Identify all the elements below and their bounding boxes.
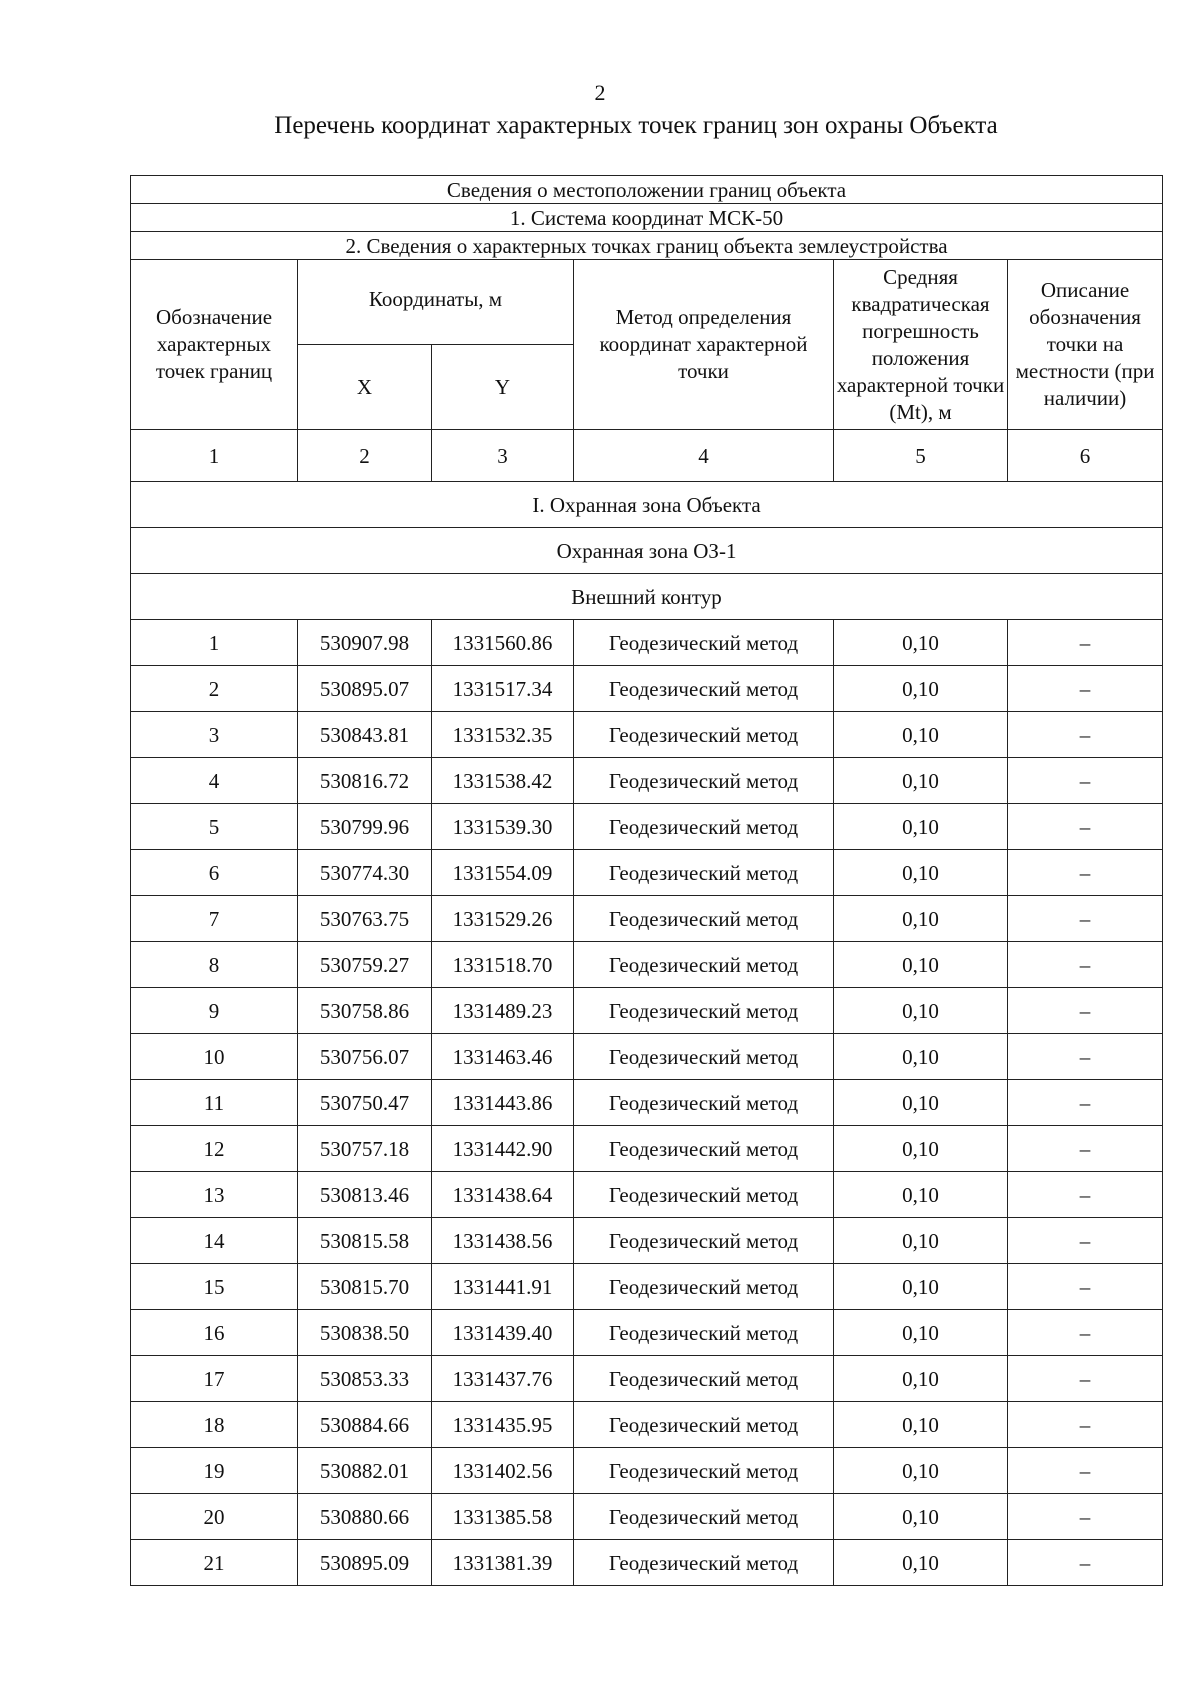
coord-x: 530756.07 (298, 1034, 432, 1080)
method-cell: Геодезический метод (574, 896, 834, 942)
description-cell: – (1008, 1034, 1163, 1080)
header-x: X (298, 345, 432, 430)
point-number: 15 (131, 1264, 298, 1310)
coord-x: 530799.96 (298, 804, 432, 850)
table-row (131, 666, 1163, 712)
coord-y: 1331463.46 (432, 1034, 574, 1080)
header-method: Метод определения координат характерной точки (574, 260, 834, 430)
coord-x: 530853.33 (298, 1356, 432, 1402)
coord-y: 1331560.86 (432, 620, 574, 666)
description-cell: – (1008, 1080, 1163, 1126)
point-number: 7 (131, 896, 298, 942)
point-number: 1 (131, 620, 298, 666)
section-contour-title: Внешний контур (131, 574, 1163, 620)
coord-y: 1331381.39 (432, 1540, 574, 1586)
table-row (131, 1172, 1163, 1218)
column-number: 3 (432, 430, 574, 482)
method-cell: Геодезический метод (574, 1310, 834, 1356)
point-number: 13 (131, 1172, 298, 1218)
table-row (131, 1264, 1163, 1310)
coord-x: 530884.66 (298, 1402, 432, 1448)
point-number: 2 (131, 666, 298, 712)
error-cell: 0,10 (834, 1126, 1008, 1172)
method-cell: Геодезический метод (574, 1126, 834, 1172)
method-cell: Геодезический метод (574, 988, 834, 1034)
method-cell: Геодезический метод (574, 942, 834, 988)
table-row (131, 1080, 1163, 1126)
point-number: 9 (131, 988, 298, 1034)
coord-x: 530880.66 (298, 1494, 432, 1540)
table-row (131, 1310, 1163, 1356)
method-cell: Геодезический метод (574, 1034, 834, 1080)
page-number: 2 (594, 80, 606, 105)
coord-y: 1331437.76 (432, 1356, 574, 1402)
method-cell: Геодезический метод (574, 804, 834, 850)
coord-x: 530763.75 (298, 896, 432, 942)
coord-x: 530815.58 (298, 1218, 432, 1264)
point-number: 16 (131, 1310, 298, 1356)
table-row (131, 620, 1163, 666)
coord-y: 1331438.56 (432, 1218, 574, 1264)
point-number: 17 (131, 1356, 298, 1402)
description-cell: – (1008, 1172, 1163, 1218)
error-cell: 0,10 (834, 1448, 1008, 1494)
error-cell: 0,10 (834, 1540, 1008, 1586)
description-cell: – (1008, 1494, 1163, 1540)
error-cell: 0,10 (834, 1310, 1008, 1356)
coord-y: 1331402.56 (432, 1448, 574, 1494)
section-subzone-title: Охранная зона ОЗ-1 (131, 528, 1163, 574)
coord-x: 530750.47 (298, 1080, 432, 1126)
method-cell: Геодезический метод (574, 1218, 834, 1264)
error-cell: 0,10 (834, 942, 1008, 988)
point-number: 10 (131, 1034, 298, 1080)
point-number: 18 (131, 1402, 298, 1448)
description-cell: – (1008, 942, 1163, 988)
coord-x: 530895.09 (298, 1540, 432, 1586)
error-cell: 0,10 (834, 988, 1008, 1034)
description-cell: – (1008, 1448, 1163, 1494)
header-designation: Обозначение характерных точек границ (131, 260, 298, 430)
method-cell: Геодезический метод (574, 850, 834, 896)
coord-y: 1331529.26 (432, 896, 574, 942)
error-cell: 0,10 (834, 804, 1008, 850)
error-cell: 0,10 (834, 620, 1008, 666)
point-number: 11 (131, 1080, 298, 1126)
error-cell: 0,10 (834, 896, 1008, 942)
point-number: 3 (131, 712, 298, 758)
header-description: Описание обозначения точки на местности (при наличии) (1008, 260, 1163, 430)
point-number: 14 (131, 1218, 298, 1264)
coord-y: 1331532.35 (432, 712, 574, 758)
column-number: 4 (574, 430, 834, 482)
coord-y: 1331441.91 (432, 1264, 574, 1310)
description-cell: – (1008, 1264, 1163, 1310)
error-cell: 0,10 (834, 850, 1008, 896)
header-y: Y (432, 345, 574, 430)
point-number: 6 (131, 850, 298, 896)
coord-x: 530907.98 (298, 620, 432, 666)
table-row (131, 850, 1163, 896)
table-row (131, 1494, 1163, 1540)
error-cell: 0,10 (834, 1172, 1008, 1218)
coord-x: 530843.81 (298, 712, 432, 758)
coord-x: 530838.50 (298, 1310, 432, 1356)
point-number: 12 (131, 1126, 298, 1172)
error-cell: 0,10 (834, 712, 1008, 758)
coord-x: 530813.46 (298, 1172, 432, 1218)
error-cell: 0,10 (834, 1494, 1008, 1540)
error-cell: 0,10 (834, 1402, 1008, 1448)
column-number: 2 (298, 430, 432, 482)
description-cell: – (1008, 666, 1163, 712)
coord-y: 1331385.58 (432, 1494, 574, 1540)
coord-x: 530882.01 (298, 1448, 432, 1494)
method-cell: Геодезический метод (574, 666, 834, 712)
description-cell: – (1008, 1218, 1163, 1264)
description-cell: – (1008, 804, 1163, 850)
point-number: 21 (131, 1540, 298, 1586)
table-row (131, 942, 1163, 988)
method-cell: Геодезический метод (574, 1402, 834, 1448)
table-row (131, 1126, 1163, 1172)
table-row (131, 988, 1163, 1034)
method-cell: Геодезический метод (574, 620, 834, 666)
coord-x: 530758.86 (298, 988, 432, 1034)
table-row (131, 1540, 1163, 1586)
description-cell: – (1008, 850, 1163, 896)
description-cell: – (1008, 758, 1163, 804)
error-cell: 0,10 (834, 1218, 1008, 1264)
method-cell: Геодезический метод (574, 1448, 834, 1494)
description-cell: – (1008, 1540, 1163, 1586)
coord-x: 530774.30 (298, 850, 432, 896)
coord-y: 1331438.64 (432, 1172, 574, 1218)
description-cell: – (1008, 896, 1163, 942)
column-number: 5 (834, 430, 1008, 482)
table-row (131, 1356, 1163, 1402)
method-cell: Геодезический метод (574, 1264, 834, 1310)
method-cell: Геодезический метод (574, 1172, 834, 1218)
coord-x: 530895.07 (298, 666, 432, 712)
coord-x: 530816.72 (298, 758, 432, 804)
error-cell: 0,10 (834, 1356, 1008, 1402)
table-row (131, 758, 1163, 804)
table-row (131, 1448, 1163, 1494)
method-cell: Геодезический метод (574, 1540, 834, 1586)
coord-y: 1331489.23 (432, 988, 574, 1034)
point-number: 5 (131, 804, 298, 850)
page-title: Перечень координат характерных точек границ зон охраны Объекта (274, 112, 998, 139)
coord-x: 530757.18 (298, 1126, 432, 1172)
method-cell: Геодезический метод (574, 1080, 834, 1126)
error-cell: 0,10 (834, 1264, 1008, 1310)
description-cell: – (1008, 1356, 1163, 1402)
method-cell: Геодезический метод (574, 1494, 834, 1540)
description-cell: – (1008, 988, 1163, 1034)
coord-y: 1331538.42 (432, 758, 574, 804)
coord-y: 1331439.40 (432, 1310, 574, 1356)
point-number: 4 (131, 758, 298, 804)
coord-x: 530759.27 (298, 942, 432, 988)
coord-y: 1331517.34 (432, 666, 574, 712)
description-cell: – (1008, 1126, 1163, 1172)
column-number: 1 (131, 430, 298, 482)
column-number: 6 (1008, 430, 1163, 482)
error-cell: 0,10 (834, 1080, 1008, 1126)
section-zone-title: I. Охранная зона Объекта (131, 482, 1163, 528)
point-number: 20 (131, 1494, 298, 1540)
info-row-coordinate-system: 1. Система координат МСК-50 (131, 204, 1163, 232)
error-cell: 0,10 (834, 1034, 1008, 1080)
error-cell: 0,10 (834, 758, 1008, 804)
description-cell: – (1008, 712, 1163, 758)
table-row (131, 1034, 1163, 1080)
header-coordinates: Координаты, м (298, 260, 574, 345)
method-cell: Геодезический метод (574, 758, 834, 804)
coordinates-table (130, 175, 1163, 1586)
info-row-points-info: 2. Сведения о характерных точках границ объекта землеустройства (131, 232, 1163, 260)
point-number: 19 (131, 1448, 298, 1494)
table-row (131, 712, 1163, 758)
method-cell: Геодезический метод (574, 712, 834, 758)
coord-y: 1331539.30 (432, 804, 574, 850)
coord-y: 1331442.90 (432, 1126, 574, 1172)
table-row (131, 1402, 1163, 1448)
info-row-location: Сведения о местоположении границ объекта (131, 176, 1163, 204)
coord-y: 1331435.95 (432, 1402, 574, 1448)
method-cell: Геодезический метод (574, 1356, 834, 1402)
table-row (131, 1218, 1163, 1264)
coord-y: 1331443.86 (432, 1080, 574, 1126)
description-cell: – (1008, 1402, 1163, 1448)
header-error: Средняя квадратическая погрешность положения характерной точки (Mt), м (834, 260, 1008, 430)
error-cell: 0,10 (834, 666, 1008, 712)
coord-y: 1331518.70 (432, 942, 574, 988)
coord-x: 530815.70 (298, 1264, 432, 1310)
table-row (131, 804, 1163, 850)
description-cell: – (1008, 1310, 1163, 1356)
table-row (131, 896, 1163, 942)
point-number: 8 (131, 942, 298, 988)
description-cell: – (1008, 620, 1163, 666)
coord-y: 1331554.09 (432, 850, 574, 896)
